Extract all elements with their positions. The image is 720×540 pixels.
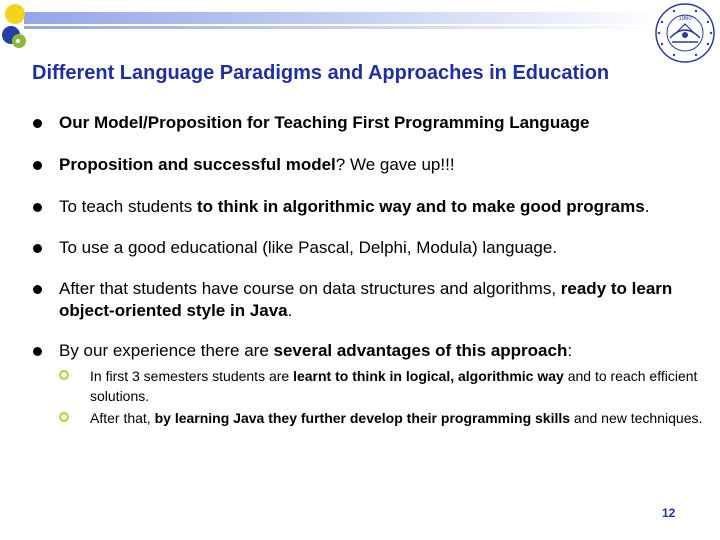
text: By our experience there are: [59, 341, 274, 360]
text: and new techniques.: [570, 410, 703, 426]
bullet-item: [32, 278, 712, 322]
bold-text: by learning Java they further develop their programming skills: [154, 410, 571, 426]
text: and to reach efficient solutions.: [90, 368, 698, 404]
text: .: [644, 197, 650, 216]
bullet-item: [32, 112, 712, 134]
bullet-item: [32, 196, 712, 218]
bullet-list: [32, 112, 712, 428]
header-decoration: [0, 0, 720, 60]
bullet-dot-icon: [33, 285, 42, 294]
sub-bullet-item: [59, 408, 712, 428]
text: After that students have course on data structures and algorithms,: [59, 279, 561, 298]
text: In first 3 semesters students are: [90, 368, 294, 384]
bullet-dot-icon: [33, 119, 42, 128]
text: To use a good educational (like Pascal, Delphi, Modula) language.: [59, 238, 558, 257]
university-seal-icon: [652, 2, 718, 64]
bold-text: several advantages of this approach: [273, 341, 568, 360]
text: .: [287, 301, 293, 320]
bold-text: learnt to think in logical, algorithmic way: [293, 368, 564, 384]
svg-text:1960: 1960: [678, 16, 692, 22]
bold-text: Proposition and successful model: [59, 155, 336, 174]
bullet-item: [32, 237, 712, 259]
bold-text: ready to learn object-oriented style in Java: [59, 279, 673, 320]
page-number: 12: [662, 506, 676, 520]
dot-yellow: [5, 4, 25, 24]
ring-bullet-icon: [59, 370, 69, 380]
text: After that,: [90, 410, 155, 426]
bullet-item: [32, 154, 712, 176]
bullet-dot-icon: [33, 244, 42, 253]
text: ? We gave up!!!: [335, 155, 455, 174]
bullet-item: [32, 340, 712, 362]
bullet-dot-icon: [33, 347, 42, 356]
ring-bullet-icon: [59, 412, 69, 422]
sub-bullet-list: [32, 366, 712, 428]
slide-title: Different Language Paradigms and Approaches in Education: [32, 62, 610, 84]
bullet-dot-icon: [33, 161, 42, 170]
bullet-dot-icon: [33, 203, 42, 212]
text: To teach students: [59, 197, 197, 216]
text: :: [567, 341, 573, 360]
sub-bullet-item: [59, 366, 712, 406]
bold-text: to think in algorithmic way and to make good programs: [196, 197, 645, 216]
bold-text: Our Model/Proposition for Teaching First Programming Language: [59, 113, 590, 132]
